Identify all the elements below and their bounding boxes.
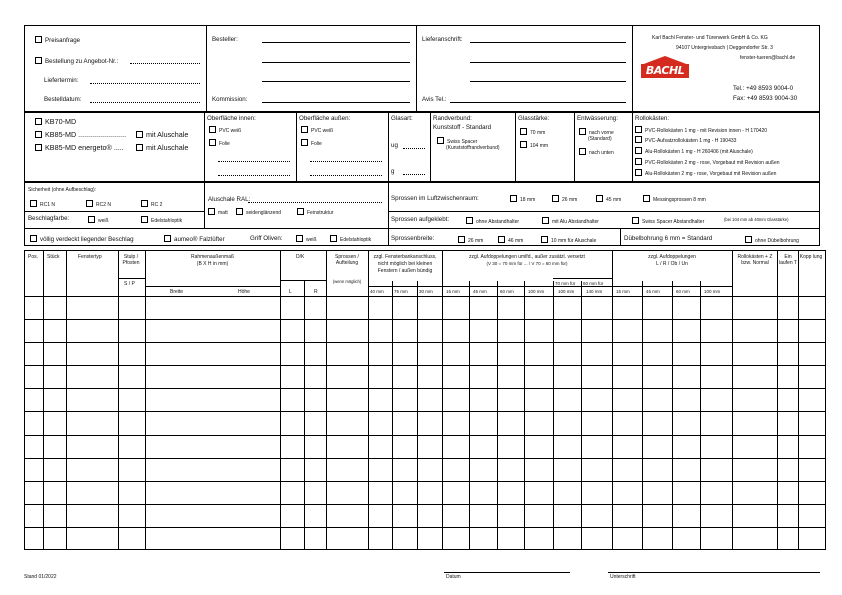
col-ein: Ein laufen T <box>779 254 797 266</box>
rollo-3-option[interactable]: Alu-Rollokästen 1 mg - H 260406 (mit Aluschale) <box>635 147 753 155</box>
rollo-5-option[interactable]: Alu-Rollokästen 2 mg - rose, Vorgebaut mit Revision außen <box>635 169 776 177</box>
table-subcol-line <box>642 281 643 550</box>
swiss-spacer-option[interactable]: Swiss Spacer <box>437 137 477 145</box>
col-aussenmass-sub: (B X H in mm) <box>196 261 229 267</box>
table-row[interactable] <box>24 342 826 343</box>
nach-vorne-option[interactable]: nach vorne <box>579 128 614 136</box>
table-subcol-line <box>700 281 701 550</box>
sb-10-option[interactable]: 10 mm für Aluschale <box>541 236 596 244</box>
table-subcol-line <box>553 281 554 550</box>
avis-tel-label: Avis Tel.: <box>422 96 447 103</box>
table-subheader-line <box>118 278 145 279</box>
col-r15: 15 mm <box>616 289 630 294</box>
checkbox-icon[interactable] <box>35 57 42 64</box>
company-name: Karl Bachl Fenster- und Türenwerk GmbH & Co. KG <box>652 35 768 41</box>
innen-title: Oberfläche innen: <box>207 115 256 122</box>
col-stulp: Stulp / Pfosten <box>122 254 140 266</box>
table-row[interactable] <box>24 504 826 505</box>
table-row[interactable] <box>24 435 826 436</box>
bestelldatum-label: Bestelldatum: <box>44 96 82 103</box>
col-a60a: 60 mm für <box>583 281 604 286</box>
entwaesserung-label: Entwässerung: <box>577 115 618 122</box>
col-a70a: 70 mm für <box>555 281 576 286</box>
bestellung-option[interactable]: Bestellung zu Angebot-Nr.: <box>35 57 118 65</box>
col-hoehe: Höhe <box>238 289 250 295</box>
col-fenstertyp: Fenstertyp <box>78 254 102 260</box>
col-a60b: 140 mm <box>586 289 603 294</box>
col-zzgl-r: zzgl. Aufdoppelungen <box>648 254 696 260</box>
verdeckt-option[interactable]: völlig verdeckt liegender Beschlag <box>30 235 134 243</box>
table-col-line <box>777 250 778 550</box>
col-r45: 45 mm <box>646 289 660 294</box>
rollo-2-option[interactable]: PVC-Aufsatzrollokästen 1 mg - H 190433 <box>635 136 736 144</box>
rc2-option[interactable]: RC2 N <box>86 200 111 208</box>
ug-label: ug <box>391 142 398 149</box>
griff-edelstahl-option[interactable]: Edelstahloptik <box>330 235 371 243</box>
table-col-line <box>368 250 369 550</box>
standard-note: (Standard) <box>588 136 612 142</box>
col-kopp: Kopp lung <box>799 254 823 260</box>
col-aussenmass: Rahmenaußenmaß <box>190 254 235 260</box>
col-30: 30 mm <box>419 289 433 294</box>
col-sprossen-sub: (wenn möglich) <box>332 279 362 284</box>
lieferanschrift-label: Lieferanschrift: <box>422 36 463 43</box>
table-col-line <box>612 250 613 550</box>
table-row[interactable] <box>24 319 826 320</box>
sprossenbreite-label: Sprossenbreite: <box>391 235 435 242</box>
table-row[interactable] <box>24 481 826 482</box>
aumeo-option[interactable]: aumeo® Falzlüfter <box>164 235 225 243</box>
table-col-line <box>326 250 327 550</box>
table-subheader-line <box>145 286 280 287</box>
innen-folie-option[interactable]: Folie <box>209 139 230 147</box>
aussen-folie-option[interactable]: Folie <box>301 139 322 147</box>
col-zzgl-auf: zzgl. Aufdoppelungen umlfd., außer zusätzl. versetzt <box>469 254 585 260</box>
lz-18-option[interactable]: 18 mm <box>510 195 535 203</box>
aluschale-2-option[interactable]: mit Aluschale <box>136 144 188 152</box>
company-email: fenster-tueren@bachl.de <box>740 55 796 61</box>
g-label: g <box>391 168 395 175</box>
auf-ohne-option[interactable]: ohne Abstandhalter <box>466 217 519 225</box>
col-sp: S / P <box>124 281 135 287</box>
table-col-line <box>118 250 119 550</box>
col-zzgl-fenster3: Fenstern / außen bündig <box>377 268 433 274</box>
aussen-weiss-option[interactable]: PVC weiß <box>301 126 333 134</box>
col-pos: Pos. <box>28 254 39 260</box>
checkbox-icon[interactable] <box>35 36 42 43</box>
swiss-spacer-sub: (Kunststoffrandverbund) <box>446 145 500 151</box>
glas-70-option[interactable]: 70 mm <box>520 128 545 136</box>
randverbund-label: Randverbund: <box>433 115 472 122</box>
glasstaerke-label: Glasstärke: <box>518 115 550 122</box>
aussen-title: Oberfläche außen: <box>299 115 351 122</box>
kunststoff-label: Kunststoff - Standard <box>433 124 492 131</box>
lz-messing-option[interactable]: Messingsprossen 8 mm <box>643 195 706 203</box>
sprossen-lz-label: Sprossen im Luftzwischenraum: <box>391 195 479 202</box>
sicherheit-title: Sicherheit (ohne Aufbeschlag): <box>28 187 97 193</box>
col-40: 40 mm <box>370 289 384 294</box>
innen-weiss-option[interactable]: PVC weiß <box>209 126 241 134</box>
table-col-line <box>43 250 44 550</box>
col-a70b: 100 mm <box>558 289 575 294</box>
table-subcol-line <box>524 281 525 550</box>
sb-26-option[interactable]: 26 mm <box>458 236 483 244</box>
beschlag-edelstahl-option[interactable]: Edelstahloptik <box>141 216 182 224</box>
version-text: Stand 01/2022 <box>24 574 57 580</box>
table-subcol-line <box>469 281 470 550</box>
matt-option[interactable]: matt <box>208 208 228 216</box>
sprossen-aufg-label: Sprossen aufgeklebt: <box>391 216 450 223</box>
col-r60: 60 mm <box>676 289 690 294</box>
feinstruktur-option[interactable]: Feinstruktur <box>297 208 333 216</box>
table-row[interactable] <box>24 411 826 412</box>
table-col-line <box>280 250 281 550</box>
col-a60: 60 mm <box>500 289 514 294</box>
company-tel: Tel.: +49 8593 9004-0 <box>733 85 794 92</box>
glas-104-option[interactable]: 104 mm <box>520 141 548 149</box>
beschlag-label: Beschlagfarbe: <box>28 215 70 222</box>
kb85-option[interactable]: KB85-MD ........................ <box>35 131 126 139</box>
table-subcol-line <box>392 281 393 550</box>
griff-weiss-option[interactable]: weiß <box>296 235 317 243</box>
table-subcol-line <box>497 281 498 550</box>
col-75: 75 mm <box>394 289 408 294</box>
aluschale-ral-label: Aluschale RAL: <box>208 196 251 203</box>
table-col-line <box>798 250 799 550</box>
company-fax: Fax: +49 8593 9004-30 <box>733 95 798 102</box>
col-sprossen: Sprossen / Aufteilung <box>335 254 359 266</box>
table-subheader-line <box>553 278 612 279</box>
duebel-label: Dübelbohrung 6 mm = Standard <box>624 235 713 242</box>
col-a45: 45 mm <box>473 289 487 294</box>
liefertermin-label: Liefertermin: <box>44 77 79 84</box>
table-subcol-line <box>304 280 305 550</box>
datum-label: Datum <box>446 574 461 580</box>
unterschrift-label: Unterschrift <box>610 574 636 580</box>
table-row[interactable] <box>24 388 826 389</box>
table-row[interactable] <box>24 527 826 528</box>
ohne-duebel-option[interactable]: ohne Dübelbohrung <box>745 236 799 244</box>
company-address: 94107 Untergriesbach | Deggendorfer Str. 3 <box>676 45 773 51</box>
auf-note: (bei 104 mm ab 40mm Glasstärke) <box>724 217 789 222</box>
table-col-line <box>66 250 67 550</box>
griff-label: Griff Oliven: <box>250 235 283 242</box>
beschlag-weiss-option[interactable]: weiß <box>88 216 109 224</box>
col-a100: 100 mm <box>528 289 545 294</box>
col-dk: D/K <box>296 254 305 260</box>
aluschale-1-option[interactable]: mit Aluschale <box>136 131 188 139</box>
col-l: L <box>289 289 292 295</box>
auf-swiss-option[interactable]: Swiss Spacer Abstandhalter <box>632 217 704 225</box>
table-subheader-line <box>368 286 442 287</box>
table-col-line <box>145 250 146 550</box>
table-row[interactable] <box>24 365 826 366</box>
besteller-label: Besteller: <box>212 36 238 43</box>
lz-45-option[interactable]: 45 mm <box>596 195 621 203</box>
col-breite: Breite <box>170 289 184 295</box>
table-col-line <box>442 250 443 550</box>
rollo-title: Rollokästen: <box>635 115 670 122</box>
bachl-logo: BACHL <box>641 56 689 78</box>
seidenglaenzend-option[interactable]: seidenglänzend <box>236 208 281 216</box>
col-r: R <box>314 289 318 295</box>
col-zzgl-r2: L / R / Ob / Un <box>656 261 688 267</box>
table-subheader-line <box>280 280 326 281</box>
table-subheader-line <box>612 286 732 287</box>
table-col-line <box>732 250 733 550</box>
glasart-label: Glasart: <box>391 115 413 122</box>
table-row[interactable] <box>24 458 826 459</box>
rollo-4-option[interactable]: PVC-Rollokästen 2 mg - rose, Vorgebaut mit Revision außen <box>635 158 780 166</box>
lz-26-option[interactable]: 26 mm <box>552 195 577 203</box>
rc1-option[interactable]: RC1 N <box>30 200 55 208</box>
table-subcol-line <box>417 281 418 550</box>
kb85e-option[interactable]: KB85-MD energeto® ..... <box>35 144 124 152</box>
col-stueck: Stück <box>47 254 60 260</box>
col-zzgl-auf2: (V 30 = 70 mm für ... / V 70 = 60 mm für) <box>486 261 568 266</box>
col-zzgl-fenster: zzgl. Fensterbankanschluss, <box>373 254 437 260</box>
table-subcol-line <box>672 281 673 550</box>
kommission-label: Kommission: <box>212 96 248 103</box>
rc3-option[interactable]: RC 2 <box>141 200 162 208</box>
col-rollo: Rollokästen + Z bzw. Normal <box>737 254 773 266</box>
sb-46-option[interactable]: 46 mm <box>498 236 523 244</box>
preisanfrage-option[interactable]: Preisanfrage <box>35 36 80 44</box>
col-a15: 15 mm <box>446 289 460 294</box>
kb70-option[interactable]: KB70-MD <box>35 118 76 126</box>
col-r100: 100 mm <box>704 289 721 294</box>
rollo-1-option[interactable]: PVC-Rollokästen 1 mg - mit Revision innen - H 170420 <box>635 126 767 134</box>
col-zzgl-fenster2: nicht möglich bei kleinen <box>377 261 433 267</box>
nach-unten-option[interactable]: nach unten <box>579 148 614 156</box>
auf-mit-option[interactable]: mit Alu Abstandhalter <box>542 217 599 225</box>
table-subcol-line <box>581 281 582 550</box>
